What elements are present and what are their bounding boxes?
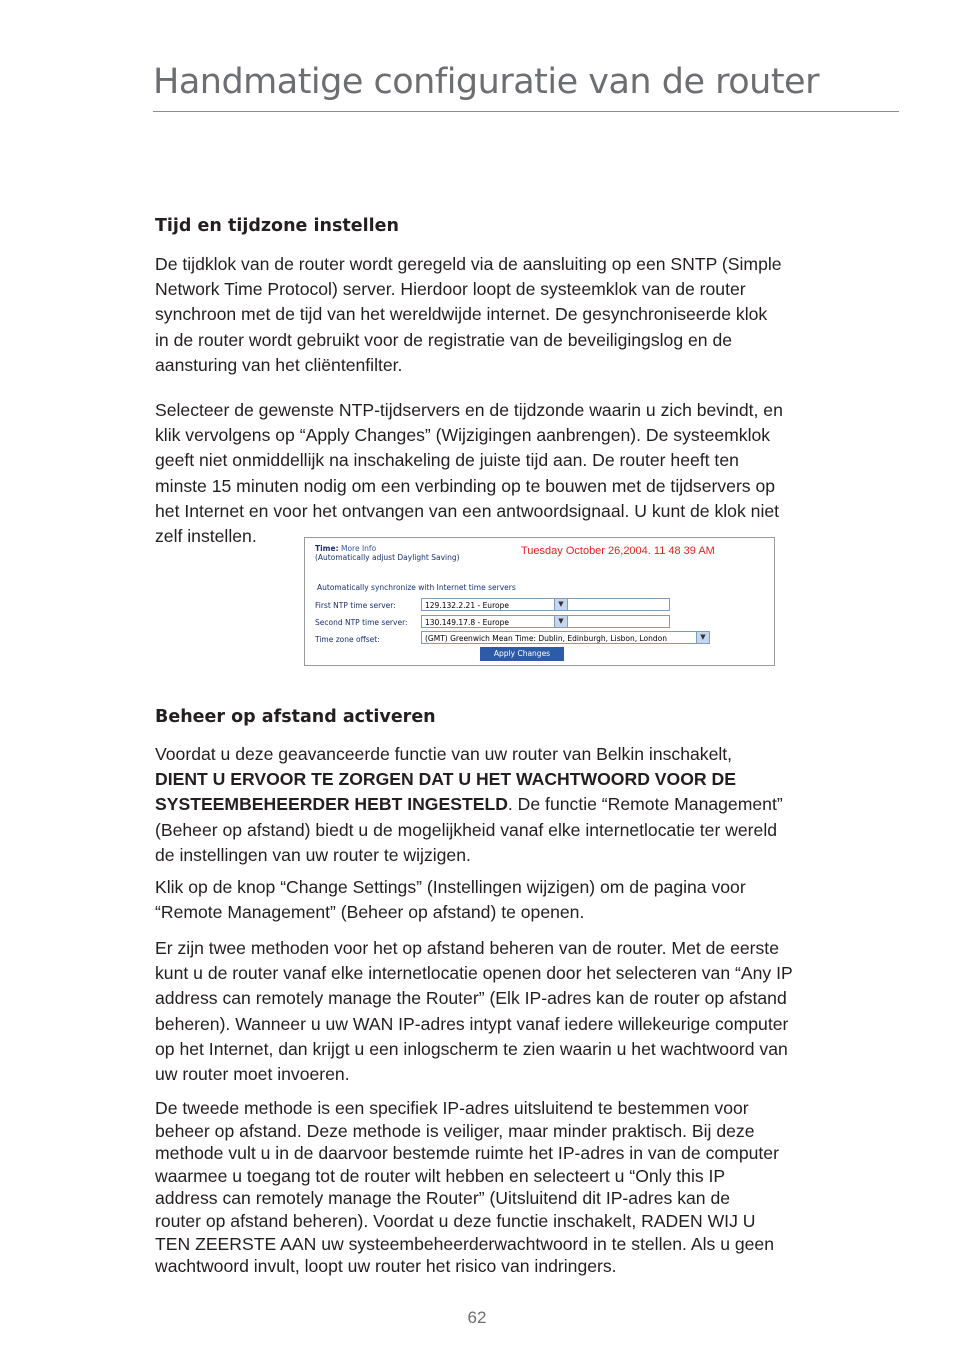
more-info-link[interactable]: More Info <box>340 544 377 553</box>
second-ntp-input[interactable] <box>567 615 670 628</box>
text-line: wachtwoord invult, loopt uw router het risico van indringers. <box>155 1256 617 1277</box>
text-line: het Internet en voor het ontvangen van een antwoordsignaal. U kunt de klok niet <box>155 500 780 521</box>
paragraph-remote-change-settings <box>155 875 905 925</box>
warning-text: DIENT U ERVOOR TE ZORGEN DAT U HET WACHTWOORD VOOR DE <box>155 769 736 790</box>
text-line: synchroon met de tijd van het wereldwijde internet. De gesynchroniseerde klok <box>155 304 768 325</box>
text-line: De tijdklok van de router wordt geregeld via de aansluiting op een SNTP (Simple <box>155 254 782 274</box>
text-line: De tweede methode is een specifiek IP-adres uitsluitend te bestemmen voor <box>155 1098 749 1118</box>
text-line <box>155 767 905 792</box>
page-title: Handmatige configuratie van de router <box>153 62 819 102</box>
text-fragment: . De functie “Remote Management” <box>507 794 783 815</box>
text-line: address can remotely manage the Router” (Uitsluitend dit IP-adres kan de <box>155 1188 731 1209</box>
text-line: klik vervolgens op “Apply Changes” (Wijzigingen aanbrengen). De systeemklok <box>155 425 771 446</box>
chevron-down-icon: ▼ <box>696 632 709 643</box>
title-divider <box>153 111 899 112</box>
chevron-down-icon: ▼ <box>554 616 567 627</box>
apply-changes-button[interactable]: Apply Changes <box>480 647 564 661</box>
text-line <box>155 792 905 817</box>
paragraph-remote-warning <box>155 742 905 868</box>
timezone-select[interactable] <box>421 631 710 644</box>
paragraph-remote-methods <box>155 936 905 1087</box>
text-line: aansturing van het cliëntenfilter. <box>155 354 403 375</box>
text-line: geeft niet onmiddellijk na inschakeling de juiste tijd aan. De router heeft ten <box>155 450 739 471</box>
text-line: beheer op afstand. Deze methode is veiliger, maar minder praktisch. Bij deze <box>155 1120 755 1141</box>
text-line: TEN ZEERSTE AAN uw systeembeheerderwachtwoord in te stellen. Als u geen <box>155 1233 775 1254</box>
text-line: kunt u de router vanaf elke internetlocatie openen door het selecteren van “Any IP <box>155 963 793 984</box>
text-line: methode vult u in de daarvoor bestemde ruimte het IP-adres in van de computer <box>155 1143 779 1164</box>
time-label-text: Time: <box>315 544 339 553</box>
first-ntp-select[interactable] <box>421 598 568 611</box>
text-line: Voordat u deze geavanceerde functie van uw router van Belkin inschakelt, <box>155 744 733 764</box>
page-number: 62 <box>467 1308 487 1327</box>
text-line: Selecteer de gewenste NTP-tijdservers en de tijdzonde waarin u zich bevindt, en <box>155 400 783 420</box>
text-line: waarmee u toegang tot de router wilt hebben en selecteert u “Only this IP <box>155 1165 726 1186</box>
first-ntp-value: 129.132.2.21 - Europe <box>425 601 509 610</box>
text-line: uw router moet invoeren. <box>155 1064 350 1085</box>
second-ntp-value: 130.149.17.8 - Europe <box>425 618 509 627</box>
chevron-down-icon: ▼ <box>554 599 567 610</box>
text-line: router op afstand beheren). Voordat u deze functie inschakelt, RADEN WIJ U <box>155 1210 756 1231</box>
text-line: (Beheer op afstand) biedt u de mogelijkheid vanaf elke internetlocatie ter wereld <box>155 819 778 840</box>
text-line: “Remote Management” (Beheer op afstand) te openen. <box>155 902 585 923</box>
text-line: de instellingen van uw router te wijzigen. <box>155 844 471 865</box>
paragraph-time-intro <box>155 252 905 378</box>
text-line: zelf instellen. <box>155 526 257 547</box>
text-line: in de router wordt gebruikt voor de registratie van de beveiligingslog en de <box>155 329 733 350</box>
current-time: Tuesday October 26,2004. 11 48 39 AM <box>521 545 715 557</box>
first-ntp-input[interactable] <box>567 598 670 611</box>
section-heading-remote: Beheer op afstand activeren <box>155 707 436 727</box>
time-label <box>315 544 376 553</box>
first-ntp-label: First NTP time server: <box>315 601 396 610</box>
section-heading-time: Tijd en tijdzone instellen <box>155 216 399 236</box>
second-ntp-label: Second NTP time server: <box>315 618 408 627</box>
auto-dst-label: (Automatically adjust Daylight Saving) <box>315 553 460 562</box>
auto-sync-label: Automatically synchronize with Internet time servers <box>317 583 516 592</box>
time-settings-screenshot <box>304 537 775 666</box>
warning-text: SYSTEEMBEHEERDER HEBT INGESTELD <box>155 794 508 815</box>
text-line: beheren). Wanneer u uw WAN IP-adres intypt vanaf iedere willekeurige computer <box>155 1013 789 1034</box>
text-line: address can remotely manage the Router” (Elk IP-adres kan de router op afstand <box>155 988 787 1009</box>
timezone-label: Time zone offset: <box>315 635 380 644</box>
paragraph-time-instructions <box>155 398 905 549</box>
second-ntp-select[interactable] <box>421 615 568 628</box>
text-line: Klik op de knop “Change Settings” (Instellingen wijzigen) om de pagina voor <box>155 877 746 897</box>
text-line: Network Time Protocol) server. Hierdoor loopt de systeemklok van de router <box>155 279 746 300</box>
timezone-value: (GMT) Greenwich Mean Time: Dublin, Edinburgh, Lisbon, London <box>425 634 667 643</box>
text-line: minste 15 minuten nodig om een verbinding op te bouwen met de tijdservers op <box>155 475 776 496</box>
text-line: op het Internet, dan krijgt u een inlogscherm te zien waarin u het wachtwoord van <box>155 1038 788 1059</box>
paragraph-remote-second-method <box>155 1097 905 1278</box>
text-line: Er zijn twee methoden voor het op afstand beheren van de router. Met de eerste <box>155 938 779 958</box>
